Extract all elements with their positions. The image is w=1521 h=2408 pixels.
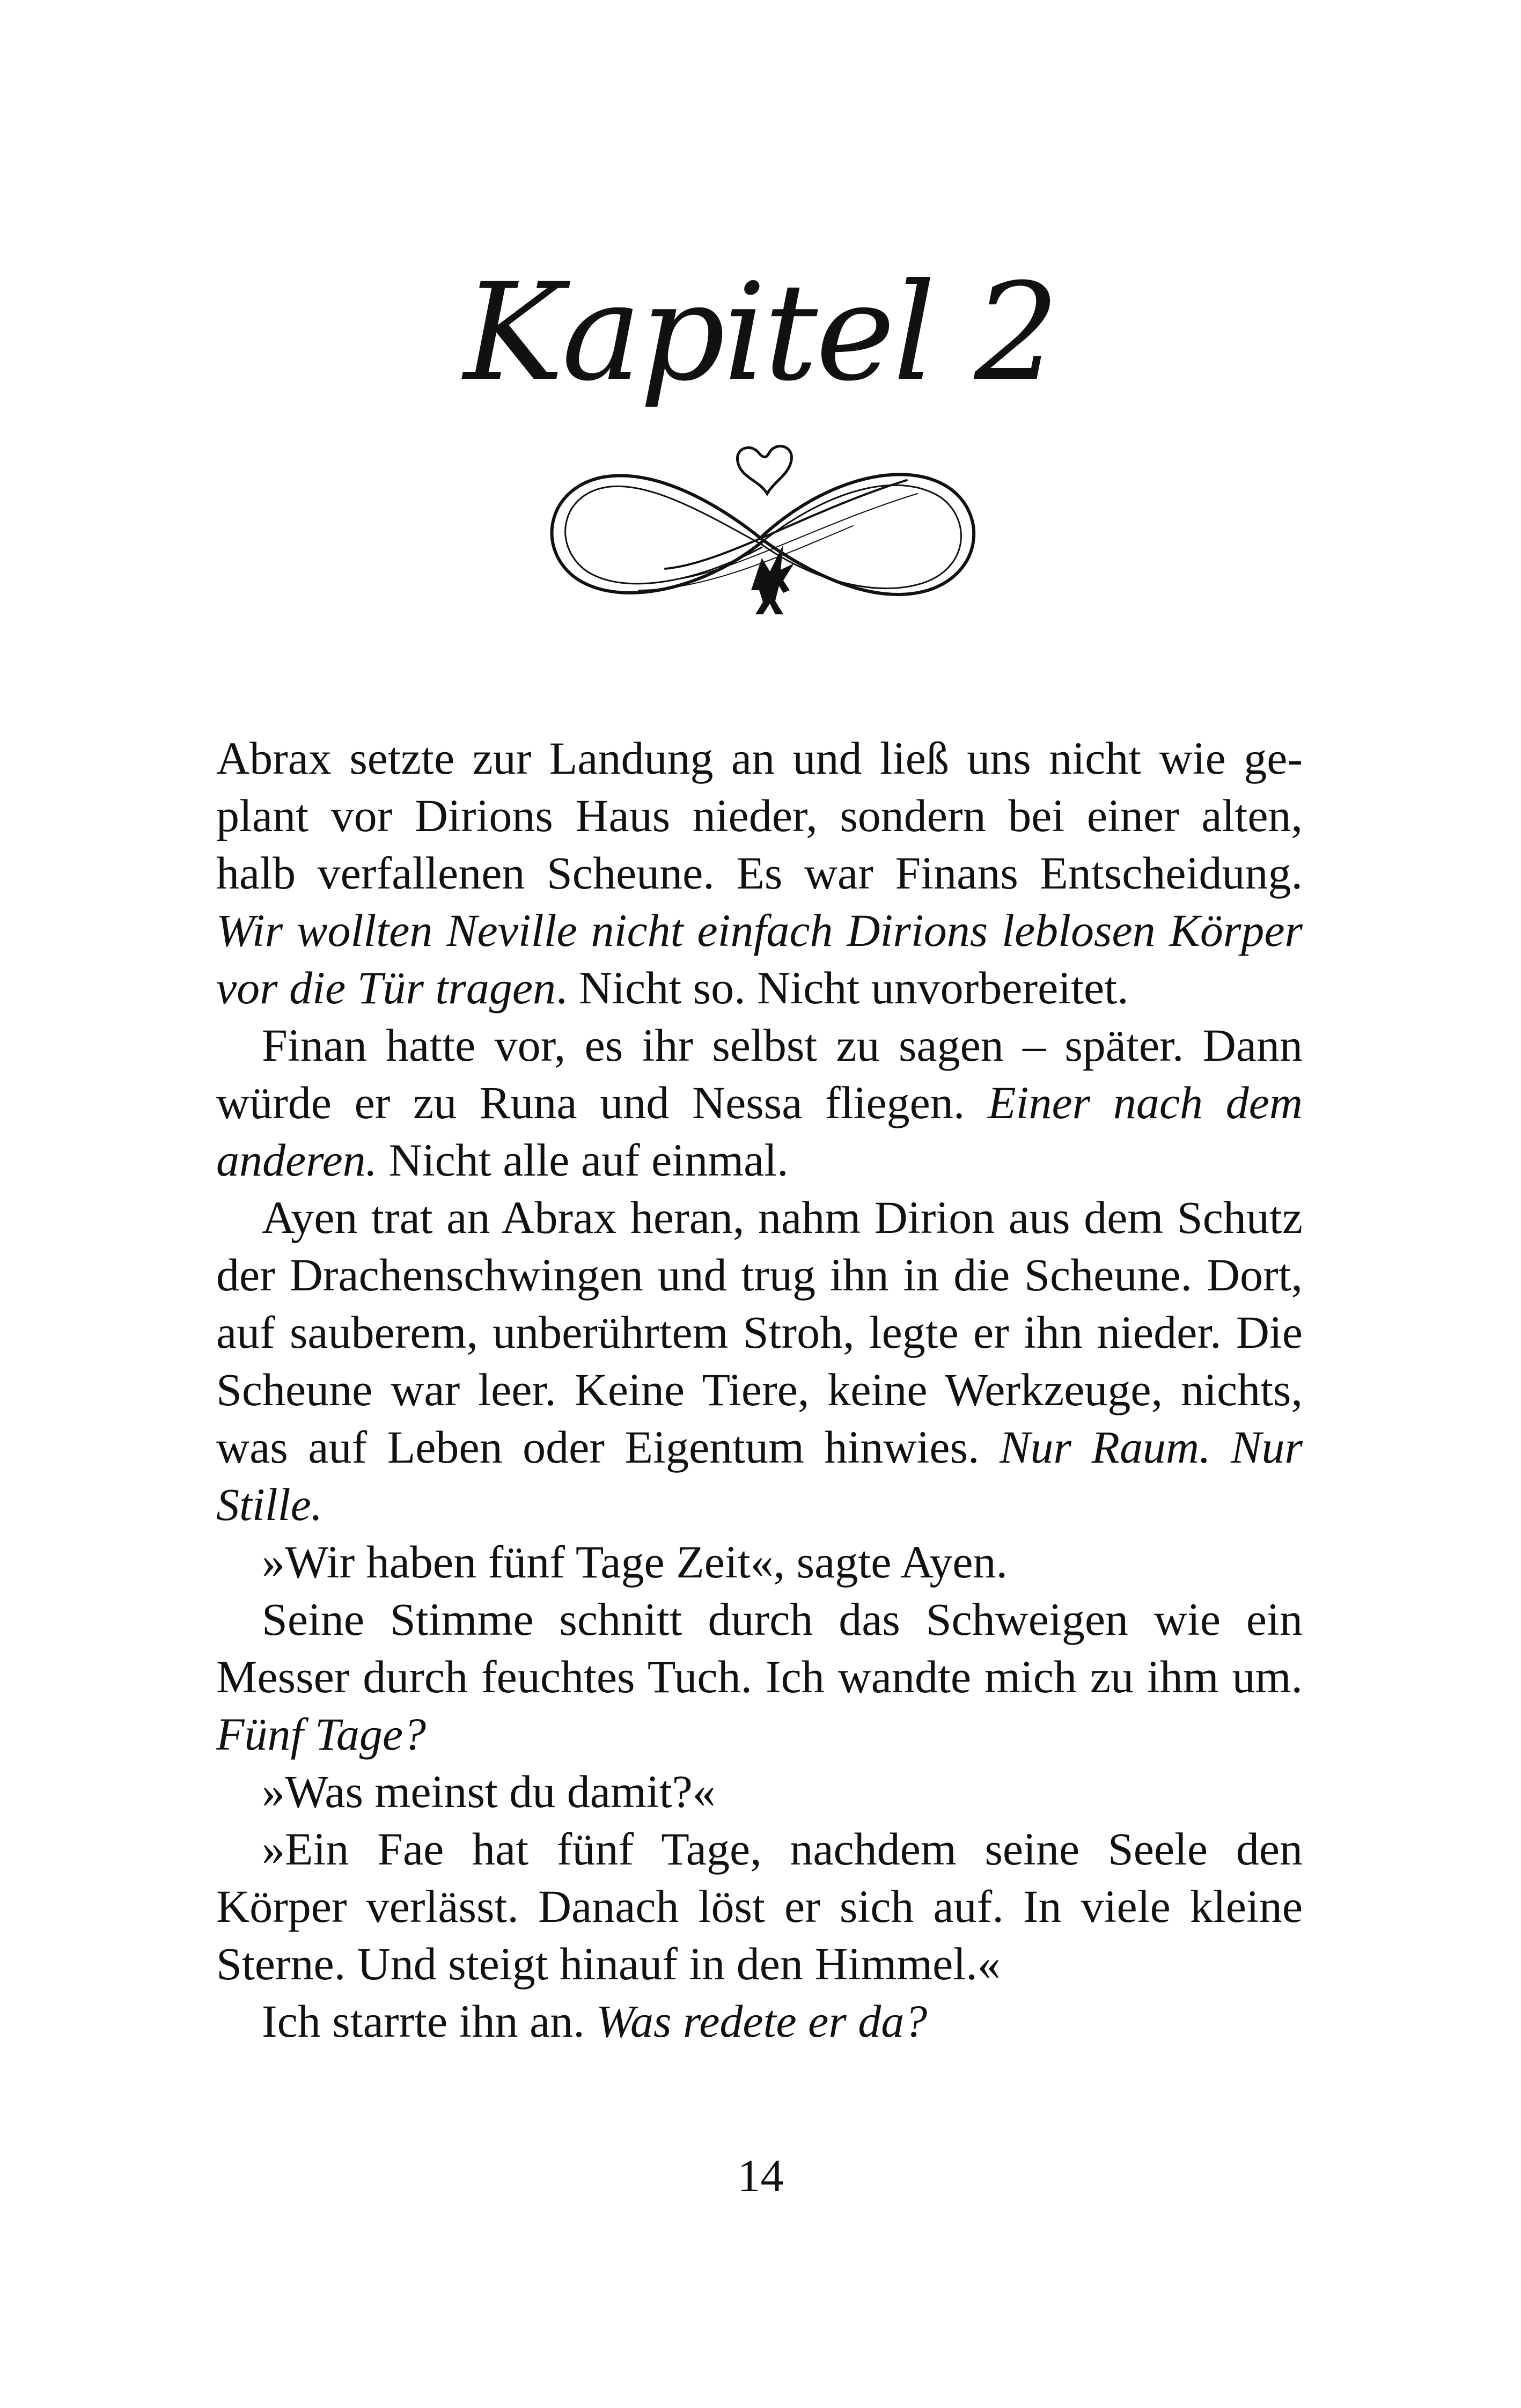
paragraph-2-segment-3: Nicht alle auf einmal. [377, 1134, 789, 1186]
paragraph-8-segment-1: Ich starrte ihn an. [262, 1995, 597, 2047]
paragraph-4 [216, 1533, 1303, 1591]
paragraph-5-segment-2: Fünf Tage? [216, 1708, 427, 1760]
paragraph-3-segment-2: Nur Raum. Nur Stille. [216, 1421, 1303, 1530]
paragraph-4-segment-1: »Wir haben fünf Tage Zeit«, sagte Ayen. [262, 1536, 1008, 1588]
paragraph-6 [216, 1763, 1303, 1820]
infinity-heart-dragon-icon [531, 429, 993, 633]
paragraph-8-segment-2: Was redete er da? [596, 1995, 928, 2047]
paragraph-7-segment-1: »Ein Fae hat fünf Tage, nachdem seine Seele den Körper verlässt. Danach löst er sich auf. In viele kleine Sterne. Und steigt hinauf in den Himmel.« [216, 1823, 1303, 1989]
paragraph-3 [216, 1189, 1303, 1533]
paragraph-1 [216, 730, 1303, 1017]
paragraph-7 [216, 1820, 1303, 1993]
paragraph-6-segment-1: »Was meinst du damit?« [262, 1766, 716, 1817]
paragraph-3-segment-1: Ayen trat an Abrax heran, nahm Dirion aus dem Schutz der Drachenschwingen und trug ihn in die Scheune. Dort, auf sauberem, unberührtem Stroh, legte er ihn nieder. Die Scheune war leer. Keine Tiere, keine Werkzeuge, nichts, was auf Leben oder Eigentum hinwies. [216, 1192, 1303, 1473]
body-text [216, 730, 1303, 2050]
chapter-title: Kapitel 2 [464, 254, 1057, 410]
paragraph-1-segment-1: Abrax setzte zur Landung an und ließ uns nicht wie geplant vor Dirions Haus nieder, sondern bei einer alten, halb verfallenen Scheune. Es war Finans Entscheidung. [216, 732, 1303, 899]
paragraph-1-segment-2: Wir wollten Neville nicht einfach Dirions leblosen Körper vor die Tür tragen [216, 905, 1303, 1014]
paragraph-8 [216, 1993, 1303, 2050]
paragraph-2-segment-2: Einer nach dem anderen. [216, 1077, 1303, 1186]
paragraph-5 [216, 1591, 1303, 1763]
paragraph-2 [216, 1017, 1303, 1189]
page-number: 14 [737, 2150, 784, 2201]
paragraph-2-segment-1: Finan hatte vor, es ihr selbst zu sagen – später. Dann würde er zu Runa und Nessa fliegen. [216, 1019, 1303, 1128]
paragraph-5-segment-1: Seine Stimme schnitt durch das Schweigen wie ein Messer durch feuchtes Tuch. Ich wandte mich zu ihm um. [216, 1594, 1303, 1702]
paragraph-1-segment-3: . Nicht so. Nicht unvorbereitet. [556, 962, 1129, 1014]
